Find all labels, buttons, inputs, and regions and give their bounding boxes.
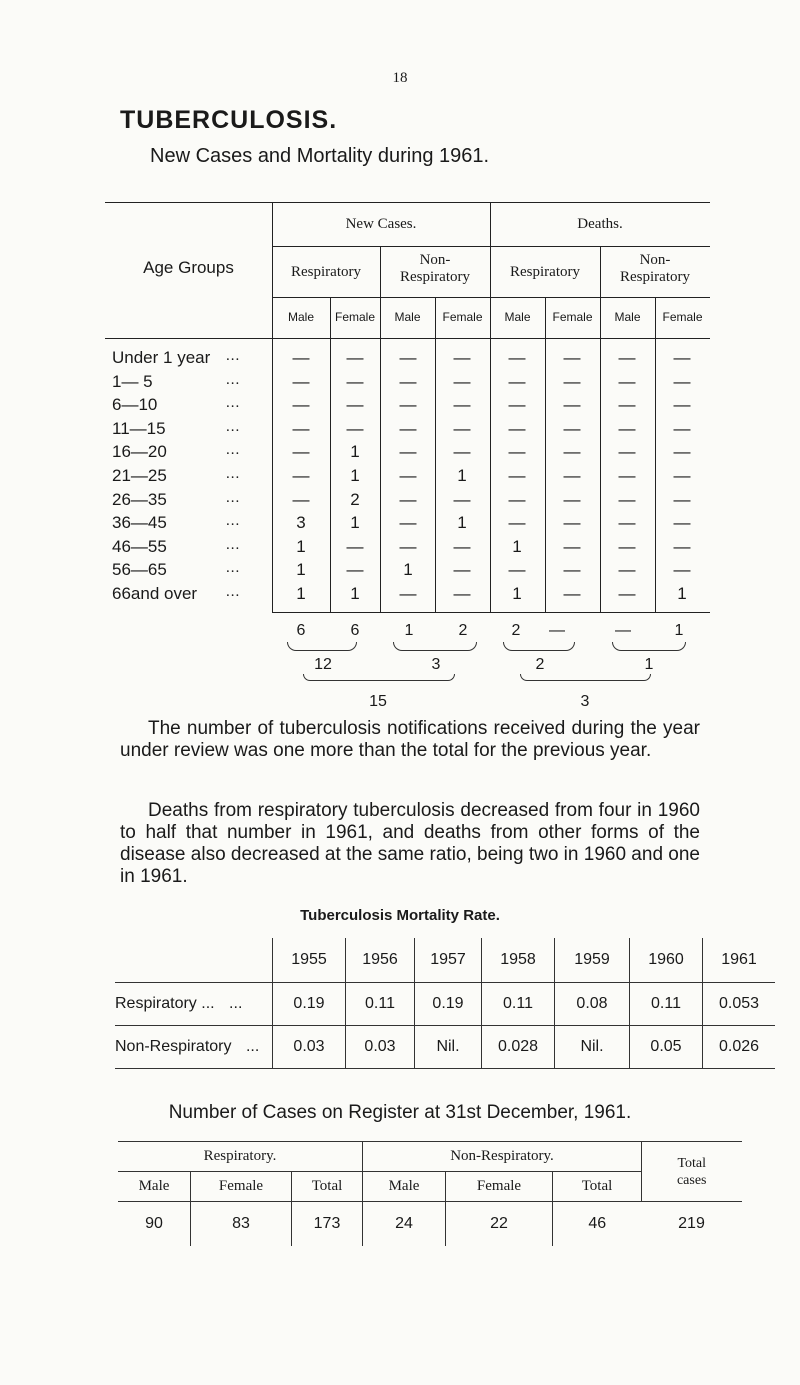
table-cell: — (399, 442, 417, 461)
table-cell: — (399, 348, 417, 367)
deaths-header: Deaths. (577, 216, 623, 232)
table-cell: — (563, 513, 581, 532)
table-cell: — (673, 419, 691, 438)
table-cell: 1 (296, 584, 306, 603)
age-group-label: 36—45 (112, 513, 167, 532)
table-cell: — (453, 537, 471, 556)
rate-cell: 0.11 (346, 982, 415, 1025)
table-cell: 1 (350, 442, 360, 461)
table-cell: — (618, 419, 636, 438)
male-header: Male (363, 1172, 446, 1202)
table-cell: — (453, 419, 471, 438)
table-cell: 1 (677, 584, 687, 603)
table-cell: — (563, 395, 581, 414)
table-cell: — (508, 348, 526, 367)
table-cell: 1 (296, 537, 306, 556)
total-header: Total (553, 1172, 642, 1202)
table-cell: — (453, 372, 471, 391)
rate-cell: 0.03 (346, 1025, 415, 1068)
table-cell: 1 (403, 560, 413, 579)
table-cell: — (346, 419, 364, 438)
rate-cell: Nil. (555, 1025, 630, 1068)
new-cases-header: New Cases. (345, 216, 417, 232)
table-cell: — (563, 537, 581, 556)
table-cell: — (292, 490, 310, 509)
new-nonresp-header-1: Non- (419, 252, 451, 268)
table-cell: 1 (296, 560, 306, 579)
rate-cell: 0.11 (630, 982, 703, 1025)
leader-dots: ... (226, 442, 241, 458)
female-header: Female (191, 1172, 292, 1202)
rate-cell: 0.08 (555, 982, 630, 1025)
table-cell: — (346, 395, 364, 414)
female-header: Female (334, 310, 375, 324)
rate-cell: Nil. (415, 1025, 482, 1068)
leader-dots: ... (226, 372, 241, 388)
new-nonresp-header-2: Respiratory (400, 269, 470, 285)
year-header: 1955 (273, 938, 346, 982)
table-cell: — (292, 419, 310, 438)
table-cell: — (618, 395, 636, 414)
table-cell: — (453, 490, 471, 509)
table-cell: — (399, 466, 417, 485)
year-header: 1960 (630, 938, 703, 982)
pair-total-new-resp: 12 (314, 656, 332, 673)
total-death-nonresp-female: 1 (674, 622, 684, 639)
female-header: Female (442, 310, 483, 324)
table-cell: — (508, 560, 526, 579)
pair-total-death-nonresp: 1 (644, 656, 654, 673)
table-cell: — (673, 442, 691, 461)
table-cell: 1 (457, 513, 467, 532)
table-cell: — (618, 372, 636, 391)
rate-cell: 0.19 (273, 982, 346, 1025)
female-header: Female (446, 1172, 553, 1202)
table-cell: — (673, 513, 691, 532)
table-cell: — (292, 348, 310, 367)
age-group-label: 46—55 (112, 537, 167, 556)
rate-table-title: Tuberculosis Mortality Rate. (300, 907, 500, 924)
register-table (118, 1141, 742, 1246)
table-cell: — (453, 584, 471, 603)
table-cell: — (618, 560, 636, 579)
table-cell: — (563, 560, 581, 579)
age-group-label: 11—15 (112, 419, 166, 438)
rate-cell: 0.11 (482, 982, 555, 1025)
leader-dots: ... (226, 466, 241, 482)
table-cell: 1 (350, 513, 360, 532)
male-header: Male (287, 310, 314, 324)
respiratory-group-header: Respiratory. (118, 1142, 363, 1172)
age-group-label: 21—25 (112, 466, 167, 485)
table-cell: — (292, 442, 310, 461)
year-header: 1957 (415, 938, 482, 982)
rate-cell: 0.19 (415, 982, 482, 1025)
brace (393, 642, 477, 651)
table-cell: — (508, 466, 526, 485)
paragraph-deaths: Deaths from respiratory tuberculosis decreased from four in 1960 to half that number in 1961, and deaths from other forms of the disease also decreased at the same ratio, being two in 1960 and one in 1961. (120, 800, 700, 887)
rate-cell: 0.03 (273, 1025, 346, 1068)
table-cell: — (453, 560, 471, 579)
leader-dots: ... (226, 419, 241, 435)
age-group-label: 56—65 (112, 560, 167, 579)
table-cell: — (618, 466, 636, 485)
leader-dots: ... (226, 348, 241, 364)
year-header: 1956 (346, 938, 415, 982)
male-header: Male (504, 310, 531, 324)
new-respiratory-header: Respiratory (291, 264, 361, 280)
female-header: Female (662, 310, 703, 324)
year-header: 1961 (703, 938, 776, 982)
table-cell: 1 (512, 584, 522, 603)
rate-cell: 0.05 (630, 1025, 703, 1068)
total-death-resp-male: 2 (511, 622, 521, 639)
table-cell: 1 (457, 466, 467, 485)
year-header: 1958 (482, 938, 555, 982)
total-new-resp-female: 6 (350, 622, 360, 639)
brace (503, 642, 575, 651)
leader-dots: ... (226, 537, 241, 553)
table-cell: — (673, 372, 691, 391)
table-cell: 2 (350, 490, 360, 509)
pair-total-new-nonresp: 3 (431, 656, 441, 673)
register-total-value: 219 (678, 1214, 705, 1232)
total-death-nonresp-male: — (615, 622, 631, 639)
table-cell: — (508, 490, 526, 509)
table-cell: — (453, 348, 471, 367)
table-cell: — (563, 348, 581, 367)
table-cell: — (673, 395, 691, 414)
leader-dots: ... (226, 490, 241, 506)
male-header: Male (614, 310, 641, 324)
age-groups-header: Age Groups (143, 258, 234, 277)
total-new-resp-male: 6 (296, 622, 306, 639)
page-subtitle: New Cases and Mortality during 1961. (150, 145, 490, 167)
death-nonresp-header-1: Non- (639, 252, 671, 268)
table-cell: — (453, 395, 471, 414)
leader-dots: ... (226, 560, 241, 576)
table-cell: 3 (296, 513, 306, 532)
total-new-nonresp-male: 1 (404, 622, 414, 639)
female-header: Female (552, 310, 593, 324)
age-group-label: 1— 5 (112, 372, 153, 391)
register-value: 22 (446, 1202, 553, 1246)
male-header: Male (394, 310, 421, 324)
page-title: TUBERCULOSIS. (120, 106, 338, 134)
rate-row-label: Respiratory ... ... (115, 982, 273, 1025)
table-cell: — (563, 490, 581, 509)
table-cell: — (618, 537, 636, 556)
table-cell: — (399, 537, 417, 556)
brace (287, 642, 357, 651)
register-value: 83 (191, 1202, 292, 1246)
year-header: 1959 (555, 938, 630, 982)
table-cell: — (563, 442, 581, 461)
table-cell: — (618, 490, 636, 509)
table-cell: — (508, 372, 526, 391)
table-cell: — (399, 419, 417, 438)
table-cell: — (673, 466, 691, 485)
table-cell: — (399, 513, 417, 532)
brace (612, 642, 686, 651)
age-group-label: Under 1 year (112, 348, 211, 367)
table-cell: — (563, 584, 581, 603)
nonresp-group-header: Non-Respiratory. (363, 1142, 642, 1172)
page-number: 18 (392, 70, 408, 86)
pair-total-death-resp: 2 (535, 656, 545, 673)
age-group-label: 26—35 (112, 490, 167, 509)
table-cell: — (563, 466, 581, 485)
table-cell: — (292, 372, 310, 391)
table-cell: — (508, 513, 526, 532)
rate-cell: 0.028 (482, 1025, 555, 1068)
age-group-label: 16—20 (112, 442, 167, 461)
grand-total-new-cases: 15 (369, 693, 387, 710)
table-cell: — (618, 348, 636, 367)
table-cell: — (673, 490, 691, 509)
age-group-label: 66and over (112, 584, 198, 603)
table-cell: — (399, 372, 417, 391)
leader-dots: ... (226, 513, 241, 529)
table-cell: 1 (512, 537, 522, 556)
table-cell: — (673, 348, 691, 367)
table-cell: — (346, 560, 364, 579)
paragraph-notifications: The number of tuberculosis notifications received during the year under review was one more than the total for the previous year. (120, 718, 700, 761)
leader-dots: ... (226, 395, 241, 411)
brace (520, 674, 651, 681)
table-cell: — (673, 537, 691, 556)
age-group-label: 6—10 (112, 395, 158, 414)
table-cell: — (346, 372, 364, 391)
table-cell: — (618, 442, 636, 461)
death-nonresp-header-2: Respiratory (620, 269, 690, 285)
table-cell: — (618, 584, 636, 603)
table-cell: — (292, 466, 310, 485)
grand-total-deaths: 3 (580, 693, 590, 710)
table-cell: — (508, 395, 526, 414)
rate-row-label: Non-Respiratory ... (115, 1025, 273, 1068)
male-header: Male (118, 1172, 191, 1202)
register-value: 46 (588, 1214, 607, 1232)
death-respiratory-header: Respiratory (510, 264, 580, 280)
register-value: 90 (118, 1202, 191, 1246)
table-cell: — (399, 584, 417, 603)
total-cases-header: Total cases (642, 1142, 742, 1202)
table-cell: — (346, 348, 364, 367)
rate-cell: 0.026 (703, 1025, 776, 1068)
table-cell: — (399, 490, 417, 509)
total-header: Total (292, 1172, 363, 1202)
table-cell: — (399, 395, 417, 414)
table-cell: — (292, 395, 310, 414)
register-value: 173 (292, 1202, 363, 1246)
leader-dots: ... (226, 584, 241, 600)
table-cell: — (508, 442, 526, 461)
register-value: 24 (363, 1202, 446, 1246)
table-cell: — (346, 537, 364, 556)
brace (303, 674, 455, 681)
table-cell: — (508, 419, 526, 438)
table-cell: — (453, 442, 471, 461)
table-cell: — (673, 560, 691, 579)
rate-cell: 0.053 (703, 982, 776, 1025)
table-cell: — (563, 419, 581, 438)
total-new-nonresp-female: 2 (458, 622, 468, 639)
table-cell: 1 (350, 584, 360, 603)
register-title: Number of Cases on Register at 31st December, 1961. (168, 1102, 632, 1123)
total-death-resp-female: — (549, 622, 565, 639)
table-cell: 1 (350, 466, 360, 485)
mortality-rate-table (115, 938, 775, 1069)
table-cell: — (618, 513, 636, 532)
table-cell: — (563, 372, 581, 391)
